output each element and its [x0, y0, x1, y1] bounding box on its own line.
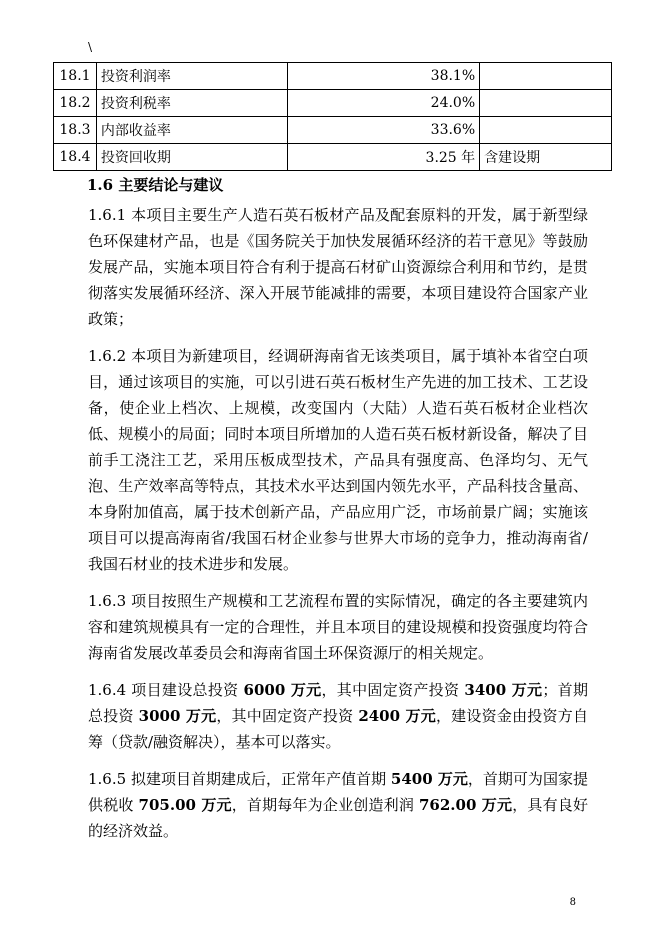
amount-total-investment: 6000 万元	[243, 681, 322, 699]
amount-phase1-fixed-investment: 2400 万元	[358, 707, 436, 725]
amount-phase1-investment: 3000 万元	[138, 707, 217, 725]
indicator-note: 含建设期	[480, 144, 612, 171]
text-segment: ，建设资金由投资方自筹（贷款/融资解决），基本可以落实。	[88, 707, 588, 751]
indicator-name: 内部收益率	[96, 117, 287, 144]
indicator-value: 33.6%	[288, 117, 480, 144]
amount-fixed-investment: 3400 万元	[464, 681, 543, 699]
text-segment: ，首期每年为企业创造利润	[231, 796, 419, 814]
page-number: 8	[569, 897, 576, 908]
row-number: 18.1	[54, 63, 97, 90]
indicator-name: 投资回收期	[96, 144, 287, 171]
row-number: 18.4	[54, 144, 97, 171]
paragraph-1-6-4	[88, 677, 588, 755]
paragraph-1-6-1: 1.6.1 本项目主要生产人造石英石板材产品及配套原料的开发，属于新型绿色环保建材产品，也是《国务院关于加快发展循环经济的若干意见》等鼓励发展产品，实施本项目符合有利于提高石材矿山资源综合利用和节约，是贯彻落实发展循环经济、深入开展节能减排的需要，本项目建设符合国家产业政策；	[88, 206, 588, 328]
indicator-value: 38.1%	[288, 63, 480, 90]
paragraph-1-6-3: 1.6.3 项目按照生产规模和工艺流程布置的实际情况，确定的各主要建筑内容和建筑规模具有一定的合理性，并且本项目的建设规模和投资强度均符合海南省发展改革委员会和海南省国土环保资源厅的相关规定。	[88, 592, 588, 662]
row-number: 18.3	[54, 117, 97, 144]
text-segment: ，具有良好的经济效益。	[88, 796, 588, 840]
table-row	[54, 63, 612, 90]
financial-indicators-table	[53, 62, 612, 171]
indicator-note	[480, 117, 612, 144]
row-number: 18.2	[54, 90, 97, 117]
indicator-note	[480, 90, 612, 117]
text-segment: 1.6.4 项目建设总投资	[88, 681, 244, 699]
indicator-name: 投资利润率	[96, 63, 287, 90]
indicator-note	[480, 63, 612, 90]
section-heading: 1.6 主要结论与建议	[87, 176, 224, 194]
indicator-name: 投资利税率	[96, 90, 287, 117]
text-segment: ；首期总投资	[88, 681, 588, 725]
amount-tax: 705.00 万元	[138, 796, 232, 814]
text-segment: ，其中固定资产投资	[216, 707, 359, 725]
table-row	[54, 117, 612, 144]
paragraph-1-6-5	[88, 766, 588, 844]
text-segment: 1.6.5 拟建项目首期建成后，正常年产值首期	[88, 770, 391, 788]
table-row	[54, 90, 612, 117]
stray-mark: \	[88, 40, 93, 54]
paragraph-1-6-2: 1.6.2 本项目为新建项目，经调研海南省无该类项目，属于填补本省空白项目，通过该项目的实施，可以引进石英石板材生产先进的加工技术、工艺设备，使企业上档次、上规模，改变国内（大陆）人造石英石板材企业档次低、规模小的局面；同时本项目所增加的人造石英石板材新设备，解决了目前手工浇注工艺，采用压板成型技术，产品具有强度高、色泽均匀、无气泡、生产效率高等特点，其技术水平达到国内领先水平，产品科技含量高、本身附加值高，属于技术创新产品，产品应用广泛，市场前景广阔；实施该项目可以提高海南省/我国石材企业参与世界大市场的竞争力，推动海南省/我国石材业的技术进步和发展。	[88, 347, 588, 573]
amount-output-value: 5400 万元	[390, 770, 468, 788]
conclusions-section	[88, 172, 588, 855]
text-segment: ，其中固定资产投资	[321, 681, 465, 699]
indicator-value: 24.0%	[288, 90, 480, 117]
table-row	[54, 144, 612, 171]
amount-profit: 762.00 万元	[418, 796, 513, 814]
text-segment: ，首期可为国家提供税收	[88, 770, 588, 814]
indicator-value: 3.25 年	[288, 144, 480, 171]
